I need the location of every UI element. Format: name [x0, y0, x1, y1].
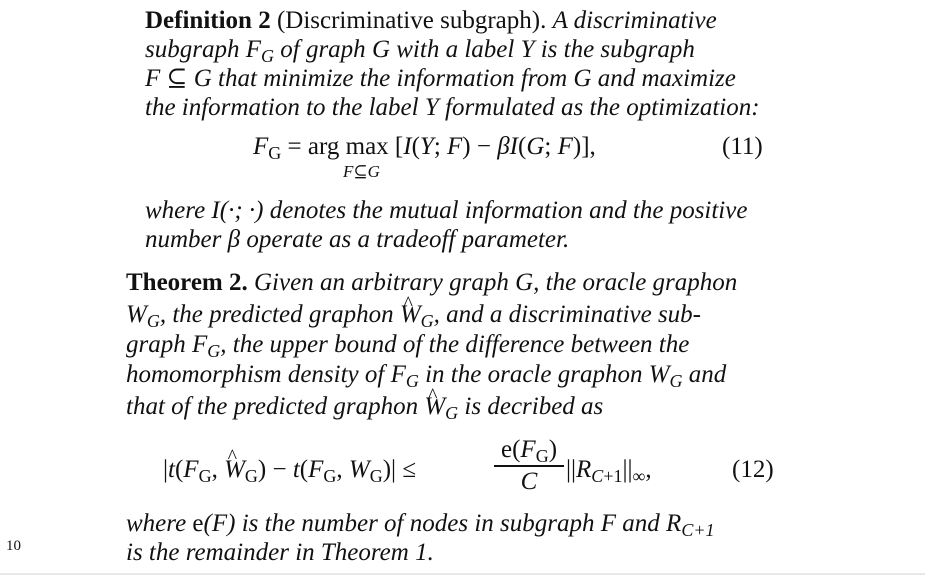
- theorem-line-5: that of the predicted graphon ^ $W_G$ is decribed as: [126, 392, 786, 421]
- definition-text-1: A discriminative: [552, 7, 717, 34]
- definition-heading: Definition 2: [145, 7, 271, 34]
- definition-line-2: subgraph $F_G$ of graph G with a label Y is the subgraph: [145, 36, 695, 67]
- definition-after-line-2: number β operate as a tradeoff parameter.: [145, 226, 570, 253]
- fraction-bar: [494, 465, 564, 467]
- fraction-denominator: C: [520, 467, 538, 495]
- definition-line-4: the information to the label Y formulated as the optimization:: [145, 94, 760, 121]
- equation-11-argmax-subscript: F⊆G: [343, 162, 380, 181]
- page-bottom-rule: [0, 573, 925, 575]
- definition-line-3: F ⊆ G that minimize the information from G and maximize: [145, 65, 736, 92]
- definition-after: [145, 196, 785, 254]
- definition-after-line-1: where I(·; ·) denotes the mutual information and the positive: [145, 197, 748, 224]
- theorem-after: [126, 509, 786, 567]
- fraction-numerator: $e(F_G)$: [500, 436, 558, 467]
- equation-12-fraction: [494, 436, 564, 496]
- equation-12-number: (12): [732, 456, 774, 483]
- theorem-line-4: homomorphism density of $F_G$ in the oracle graphon $W_G$ and: [126, 361, 727, 392]
- theorem-text-1: Given an arbitrary graph G, the oracle graphon: [254, 269, 738, 296]
- equation-12-right: $||R_{C+1}||_\infty$,: [566, 456, 652, 487]
- theorem-line-1: [126, 268, 786, 297]
- page-number: 10: [6, 538, 21, 554]
- theorem-after-line-1: where e(F) is the number of nodes in subgraph F and $R_{C+1}$: [126, 510, 715, 541]
- definition-title: (Discriminative subgraph).: [276, 7, 547, 34]
- theorem-heading: Theorem 2.: [126, 269, 248, 296]
- definition-line-1: [145, 6, 775, 35]
- equation-11: $F_G$ = arg max [I(Y; F) − βI(G; F)],: [253, 133, 596, 164]
- theorem-after-line-2: is the remainder in Theorem 1.: [126, 539, 434, 566]
- theorem-line-3: graph $F_G$, the upper bound of the difference between the: [126, 331, 690, 362]
- equation-12-left: $|t(F_G$, ^ $W_G) - t(F_G$, $W_G)|$ ≤: [163, 456, 416, 484]
- theorem-2: [126, 268, 786, 424]
- theorem-line-2: $W_G$, the predicted graphon ^ $W_G$, and a discriminative sub-: [126, 300, 786, 329]
- definition-2: [145, 6, 775, 122]
- equation-11-number: (11): [722, 133, 763, 160]
